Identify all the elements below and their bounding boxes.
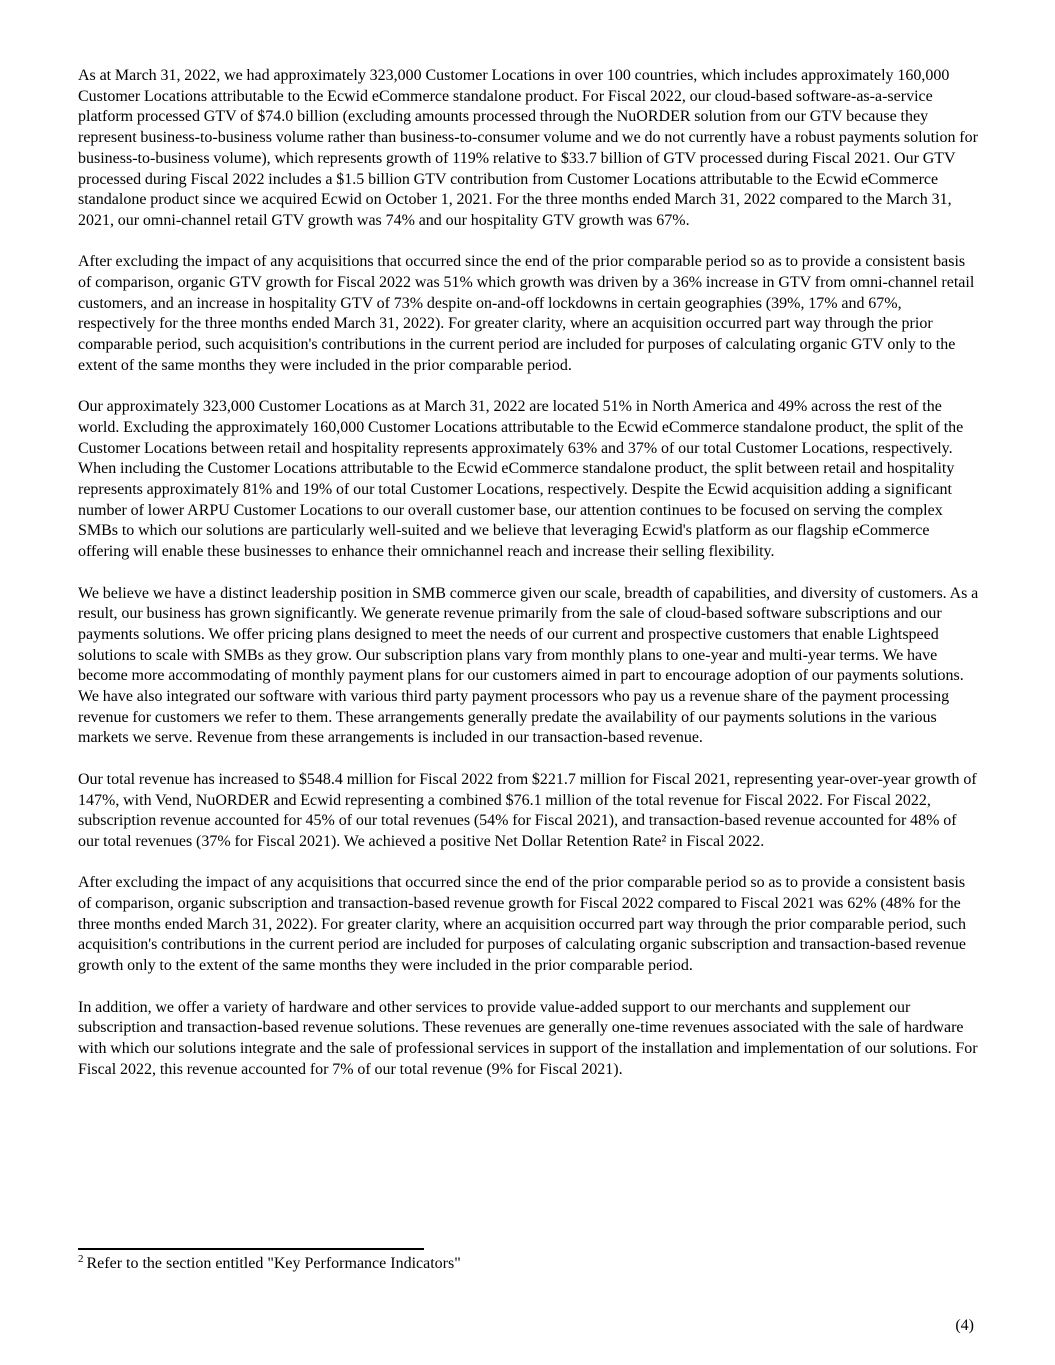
paragraph-locations-split: Our approximately 323,000 Customer Locations as at March 31, 2022 are located 51% in North America and 49% across the rest of the world. Excluding the approximately 160,000 Customer Locations attributable to the Ecwid eCommerce standalone product, the split of the Customer Locations between retail and hospitality represents approximately 63% and 37% of our total Customer Locations, respectively. When including the Customer Locations attributable to the Ecwid eCommerce standalone product, the split between retail and hospitality represents approximately 81% and 19% of our total Customer Locations, respectively. Despite the Ecwid acquisition adding a significant number of lower ARPU Customer Locations to our overall customer base, our attention continues to be focused on serving the complex SMBs to which our solutions are particularly well-suited and we believe that leveraging Ecwid's platform as our flagship eCommerce offering will enable these businesses to enhance their omnichannel reach and increase their selling flexibility.: [78, 398, 964, 561]
footnote-text: [78, 1254, 979, 1275]
document-body: [78, 66, 979, 1101]
paragraph-smb-leadership: We believe we have a distinct leadership position in SMB commerce given our scale, breadth of capabilities, and diversity of customers. As a result, our business has grown significantly. We generate revenue primarily from the sale of cloud-based software subscriptions and our payments solutions. We offer pricing plans designed to meet the needs of our current and prospective customers that enable Lightspeed solutions to scale with SMBs as they grow. Our subscription plans vary from monthly plans to one-year and multi-year terms. We have become more accommodating of monthly payment plans for our customers aimed in part to encourage adoption of our payments solutions. We have also integrated our software with various third party payment processors who pay us a revenue share of the payment processing revenue for customers we refer to them. These arrangements generally predate the availability of our payments solutions in the various markets we serve. Revenue from these arrangements is included in our transaction-based revenue.: [78, 584, 979, 747]
page-number: (4): [955, 1317, 974, 1334]
paragraph-customer-locations-gtv: As at March 31, 2022, we had approximately 323,000 Customer Locations in over 100 countries, which includes approximately 160,000 Customer Locations attributable to the Ecwid eCommerce standalone product. For Fiscal 2022, our cloud-based software-as-a-service platform processed GTV of $74.0 billion (excluding amounts processed through the NuORDER solution from our GTV because they represent business-to-business volume rather than business-to-consumer volume and we do not currently have a robust payments solution for business-to-business volume), which represents growth of 119% relative to $33.7 billion of GTV processed during Fiscal 2021. Our GTV processed during Fiscal 2022 includes a $1.5 billion GTV contribution from Customer Locations attributable to the Ecwid eCommerce standalone product since we acquired Ecwid on October 1, 2021. For the three months ended March 31, 2022 compared to the March 31, 2021, our omni-channel retail GTV growth was 74% and our hospitality GTV growth was 67%.: [78, 67, 978, 229]
footnote-divider: [78, 1248, 424, 1250]
paragraph-hardware-services: In addition, we offer a variety of hardware and other services to provide value-added support to our merchants and supplement our subscription and transaction-based revenue solutions. These revenues are generally one-time revenues associated with the sale of hardware with which our solutions integrate and the sale of professional services in support of the installation and implementation of our solutions. For Fiscal 2022, this revenue accounted for 7% of our total revenue (9% for Fiscal 2021).: [78, 998, 978, 1078]
paragraph-organic-revenue-growth: After excluding the impact of any acquisitions that occurred since the end of the prior comparable period so as to provide a consistent basis of comparison, organic subscription and transaction-based revenue growth for Fiscal 2022 compared to Fiscal 2021 was 62% (48% for the three months ended March 31, 2022). For greater clarity, where an acquisition occurred part way through the prior comparable period, such acquisition's contributions in the current period are included for purposes of calculating organic subscription and transaction-based revenue growth only to the extent of the same months they were included in the prior comparable period.: [78, 874, 967, 975]
footnote-content: Refer to the section entitled "Key Performance Indicators": [86, 1255, 461, 1272]
paragraph-organic-gtv-growth: After excluding the impact of any acquisitions that occurred since the end of the prior comparable period so as to provide a consistent basis of comparison, organic GTV growth for Fiscal 2022 was 51% which growth was driven by a 36% increase in GTV from omni-channel retail customers, and an increase in hospitality GTV of 73% despite on-and-off lockdowns in certain geographies (39%, 17% and 67%, respectively for the three months ended March 31, 2022). For greater clarity, where an acquisition occurred part way through the prior comparable period, such acquisition's contributions in the current period are included for purposes of calculating organic GTV only to the extent of the same months they were included in the prior comparable period.: [78, 253, 975, 374]
footnote-section: [78, 1248, 979, 1275]
paragraph-total-revenue: Our total revenue has increased to $548.4 million for Fiscal 2022 from $221.7 million for Fiscal 2021, representing year-over-year growth of 147%, with Vend, NuORDER and Ecwid representing a combined $76.1 million of the total revenue for Fiscal 2022. For Fiscal 2022, subscription revenue accounted for 45% of our total revenues (54% for Fiscal 2021), and transaction-based revenue accounted for 48% of our total revenues (37% for Fiscal 2021). We achieved a positive Net Dollar Retention Rate² in Fiscal 2022.: [78, 770, 977, 850]
footnote-marker: 2: [78, 1252, 84, 1265]
